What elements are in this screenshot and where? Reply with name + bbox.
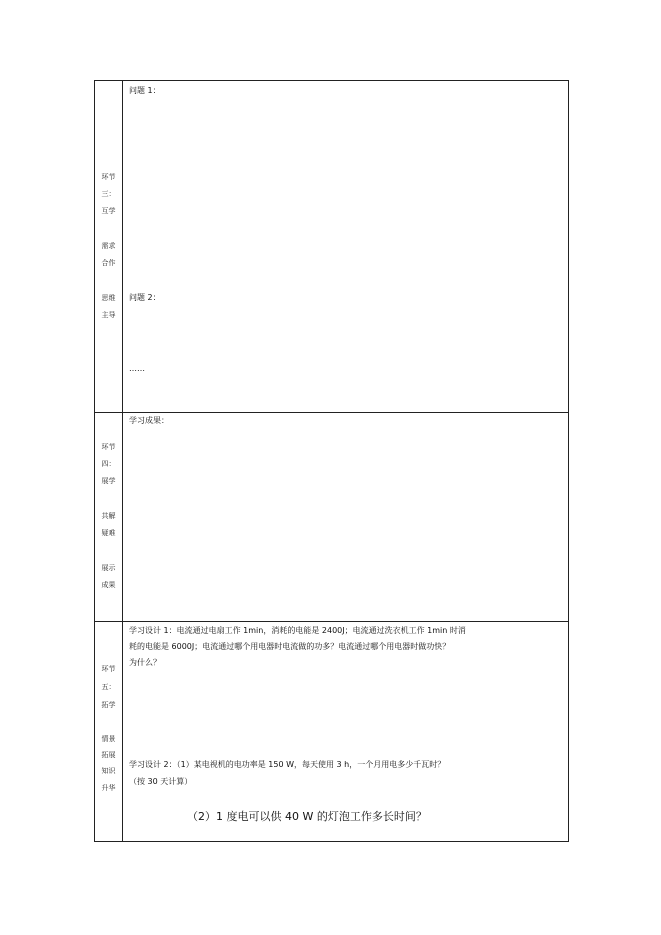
section3-label-2: 三： bbox=[101, 190, 116, 198]
section5-label-7: 升华 bbox=[101, 784, 116, 792]
section3-label-6: 思维 bbox=[101, 294, 116, 302]
section4-label-7: 成果 bbox=[101, 581, 116, 589]
ellipsis-text: …… bbox=[129, 364, 145, 373]
section4-label-2: 四： bbox=[101, 460, 116, 468]
section3-label-7: 主导 bbox=[101, 311, 116, 319]
section4-label-5: 疑难 bbox=[101, 529, 116, 537]
section5-label-4: 情景 bbox=[101, 735, 116, 743]
section4-content-cell bbox=[123, 413, 568, 621]
section4-label-cell bbox=[95, 413, 123, 621]
section5-label-cell bbox=[95, 622, 123, 841]
section5-label-3: 拓学 bbox=[101, 701, 116, 709]
section3-content-cell bbox=[123, 81, 568, 412]
section3-label-3: 互学 bbox=[101, 207, 116, 215]
design1-line-1: 学习设计 1：电流通过电扇工作 1min，消耗的电能是 2400J；电流通过洗衣机工作 1min 时消 bbox=[129, 626, 466, 635]
question-1-label: 问题 1： bbox=[129, 86, 161, 95]
learning-result-label: 学习成果： bbox=[129, 416, 169, 425]
question-2-label: 问题 2： bbox=[129, 293, 161, 302]
section4-label-1: 环节 bbox=[101, 443, 116, 451]
section3-row bbox=[95, 81, 568, 412]
design2-line-1: 学习设计 2：（1）某电视机的电功率是 150 W，每天使用 3 h，一个月用电多少千瓦时？ bbox=[129, 760, 446, 769]
design2-line-3: （2）1 度电可以供 40 W 的灯泡工作多长时间？ bbox=[187, 810, 427, 823]
section4-label-3: 展学 bbox=[101, 477, 116, 485]
section5-row bbox=[95, 621, 568, 841]
design1-line-2: 耗的电能是 6000J；电流通过哪个用电器时电流做的功多？电流通过哪个用电器时做功快？ bbox=[129, 642, 451, 651]
activity-table bbox=[94, 80, 569, 842]
section5-label-6: 知识 bbox=[101, 767, 116, 775]
section4-label-6: 展示 bbox=[101, 564, 116, 572]
section3-label-1: 环节 bbox=[101, 173, 116, 181]
section5-label-1: 环节 bbox=[101, 665, 116, 673]
design1-line-3: 为什么？ bbox=[129, 658, 161, 667]
section5-content-cell bbox=[123, 622, 568, 841]
section3-label-cell bbox=[95, 81, 123, 412]
section3-label-4: 需求 bbox=[101, 242, 116, 250]
section5-label-5: 拓展 bbox=[101, 751, 116, 759]
section5-label-2: 五： bbox=[101, 683, 116, 691]
design2-line-2: （按 30 天计算） bbox=[129, 777, 193, 786]
section3-label-5: 合作 bbox=[101, 259, 116, 267]
section4-row bbox=[95, 412, 568, 621]
section4-label-4: 共解 bbox=[101, 512, 116, 520]
